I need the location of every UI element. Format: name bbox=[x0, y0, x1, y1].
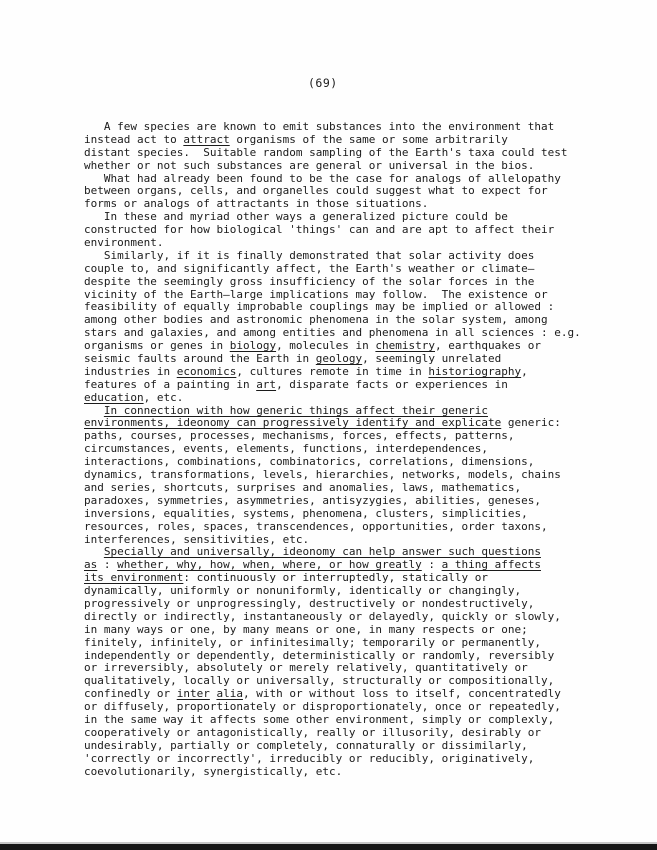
text-line: independently or dependently, deterministically or randomly, reversibly bbox=[84, 648, 555, 662]
text-line: environments, ideonomy can progressively identify and explicate generic: bbox=[84, 416, 561, 430]
text-line: Specially and universally, ideonomy can help answer such questions bbox=[103, 545, 541, 559]
text-line: dynamically, uniformly or nonuniformly, identically or changingly, bbox=[84, 584, 522, 598]
text-line: What had already been found to be the case for analogs of allelopathy bbox=[84, 171, 561, 185]
text-line: seismic faults around the Earth in geology, seemingly unrelated bbox=[84, 352, 502, 366]
text-line: or diffusely, proportionately or disproportionately, once or repeatedly, bbox=[84, 700, 561, 714]
text-line: Similarly, if it is finally demonstrated that solar activity does bbox=[84, 248, 535, 262]
text-line: progressively or unprogressingly, destructively or nondestructively, bbox=[84, 596, 535, 610]
text-line: paths, courses, processes, mechanisms, forces, effects, patterns, bbox=[84, 429, 515, 443]
text-line: in the same way it affects some other environment, simply or complexly, bbox=[84, 712, 555, 726]
text-line: distant species. Suitable random sampling of the Earth's taxa could test bbox=[84, 145, 568, 159]
text-line: couple to, and significantly affect, the Earth's weather or climate— bbox=[84, 261, 535, 275]
text-line: industries in economics, cultures remote in time in historiography, bbox=[84, 364, 528, 378]
text-line: its environment: continuously or interruptedly, statically or bbox=[84, 571, 488, 585]
text-line: or irreversibly, absolutely or merely relatively, quantitatively or bbox=[84, 661, 528, 675]
text-line: interactions, combinations, combinatorics, correlations, dimensions, bbox=[84, 455, 535, 469]
text-line: organisms or genes in biology, molecules in chemistry, earthquakes or bbox=[84, 339, 541, 353]
text-line: environment. bbox=[84, 236, 164, 250]
text-line: interferences, sensitivities, etc. bbox=[84, 532, 310, 546]
text-line: vicinity of the Earth—large implications may follow. The existence or bbox=[84, 287, 548, 301]
text-line: whether or not such substances are general or universal in the bios. bbox=[84, 158, 535, 172]
text-line: coevolutionarily, synergistically, etc. bbox=[84, 764, 343, 778]
text-line: despite the seemingly gross insufficiency of the solar forces in the bbox=[84, 274, 535, 288]
text-line: dynamics, transformations, levels, hierarchies, networks, models, chains bbox=[84, 468, 561, 482]
text-line: as : whether, why, how, when, where, or how greatly : a thing affects bbox=[84, 558, 541, 572]
text-line: among other bodies and astronomic phenomena in the solar system, among bbox=[84, 313, 548, 327]
text-line: stars and galaxies, and among entities and phenomena in all sciences : e.g. bbox=[84, 326, 581, 340]
text-line: constructed for how biological 'things' can and are apt to affect their bbox=[84, 223, 555, 237]
text-line: inversions, equalities, systems, phenomena, clusters, simplicities, bbox=[84, 506, 528, 520]
text-line: circumstances, events, elements, functions, interdependences, bbox=[84, 442, 488, 456]
text-line: paradoxes, symmetries, asymmetries, antisyzygies, abilities, geneses, bbox=[84, 493, 541, 507]
document-lines bbox=[84, 121, 644, 778]
text-line: cooperatively or antagonistically, really or illusorily, desirably or bbox=[84, 725, 541, 739]
text-line: forms or analogs of attractants in those situations. bbox=[84, 197, 429, 211]
text-line: and series, shortcuts, surprises and anomalies, laws, mathematics, bbox=[84, 480, 522, 494]
text-line: feasibility of equally improbable couplings may be implied or allowed : bbox=[84, 300, 555, 314]
text-line: directly or indirectly, instantaneously or delayedly, quickly or slowly, bbox=[84, 609, 561, 623]
page-number: (69) bbox=[308, 76, 338, 90]
text-line: In connection with how generic things affect their generic bbox=[103, 403, 488, 417]
text-line: finitely, infinitely, or infinitesimally; temporarily or permanently, bbox=[84, 635, 541, 649]
text-line: instead act to attract organisms of the same or some arbitrarily bbox=[84, 132, 508, 146]
text-line: resources, roles, spaces, transcendences, opportunities, order taxons, bbox=[84, 519, 548, 533]
text-line: in many ways or one, by many means or one, in many respects or one; bbox=[84, 622, 528, 636]
text-line: 'correctly or incorrectly', irreducibly or reducibly, originatively, bbox=[84, 751, 535, 765]
text-line: between organs, cells, and organelles could suggest what to expect for bbox=[84, 184, 548, 198]
text-line: features of a painting in art, disparate facts or experiences in bbox=[84, 377, 508, 391]
text-line: In these and myriad other ways a generalized picture could be bbox=[84, 210, 508, 224]
text-line: education, etc. bbox=[84, 390, 184, 404]
text-line: undesirably, partially or completely, connaturally or dissimilarly, bbox=[84, 738, 528, 752]
text-line: qualitatively, locally or universally, structurally or compositionally, bbox=[84, 674, 555, 688]
text-line: A few species are known to emit substances into the environment that bbox=[84, 120, 555, 133]
text-line: confinedly or inter alia, with or without loss to itself, concentratedly bbox=[84, 687, 561, 701]
scan-edge-bar bbox=[0, 842, 657, 850]
